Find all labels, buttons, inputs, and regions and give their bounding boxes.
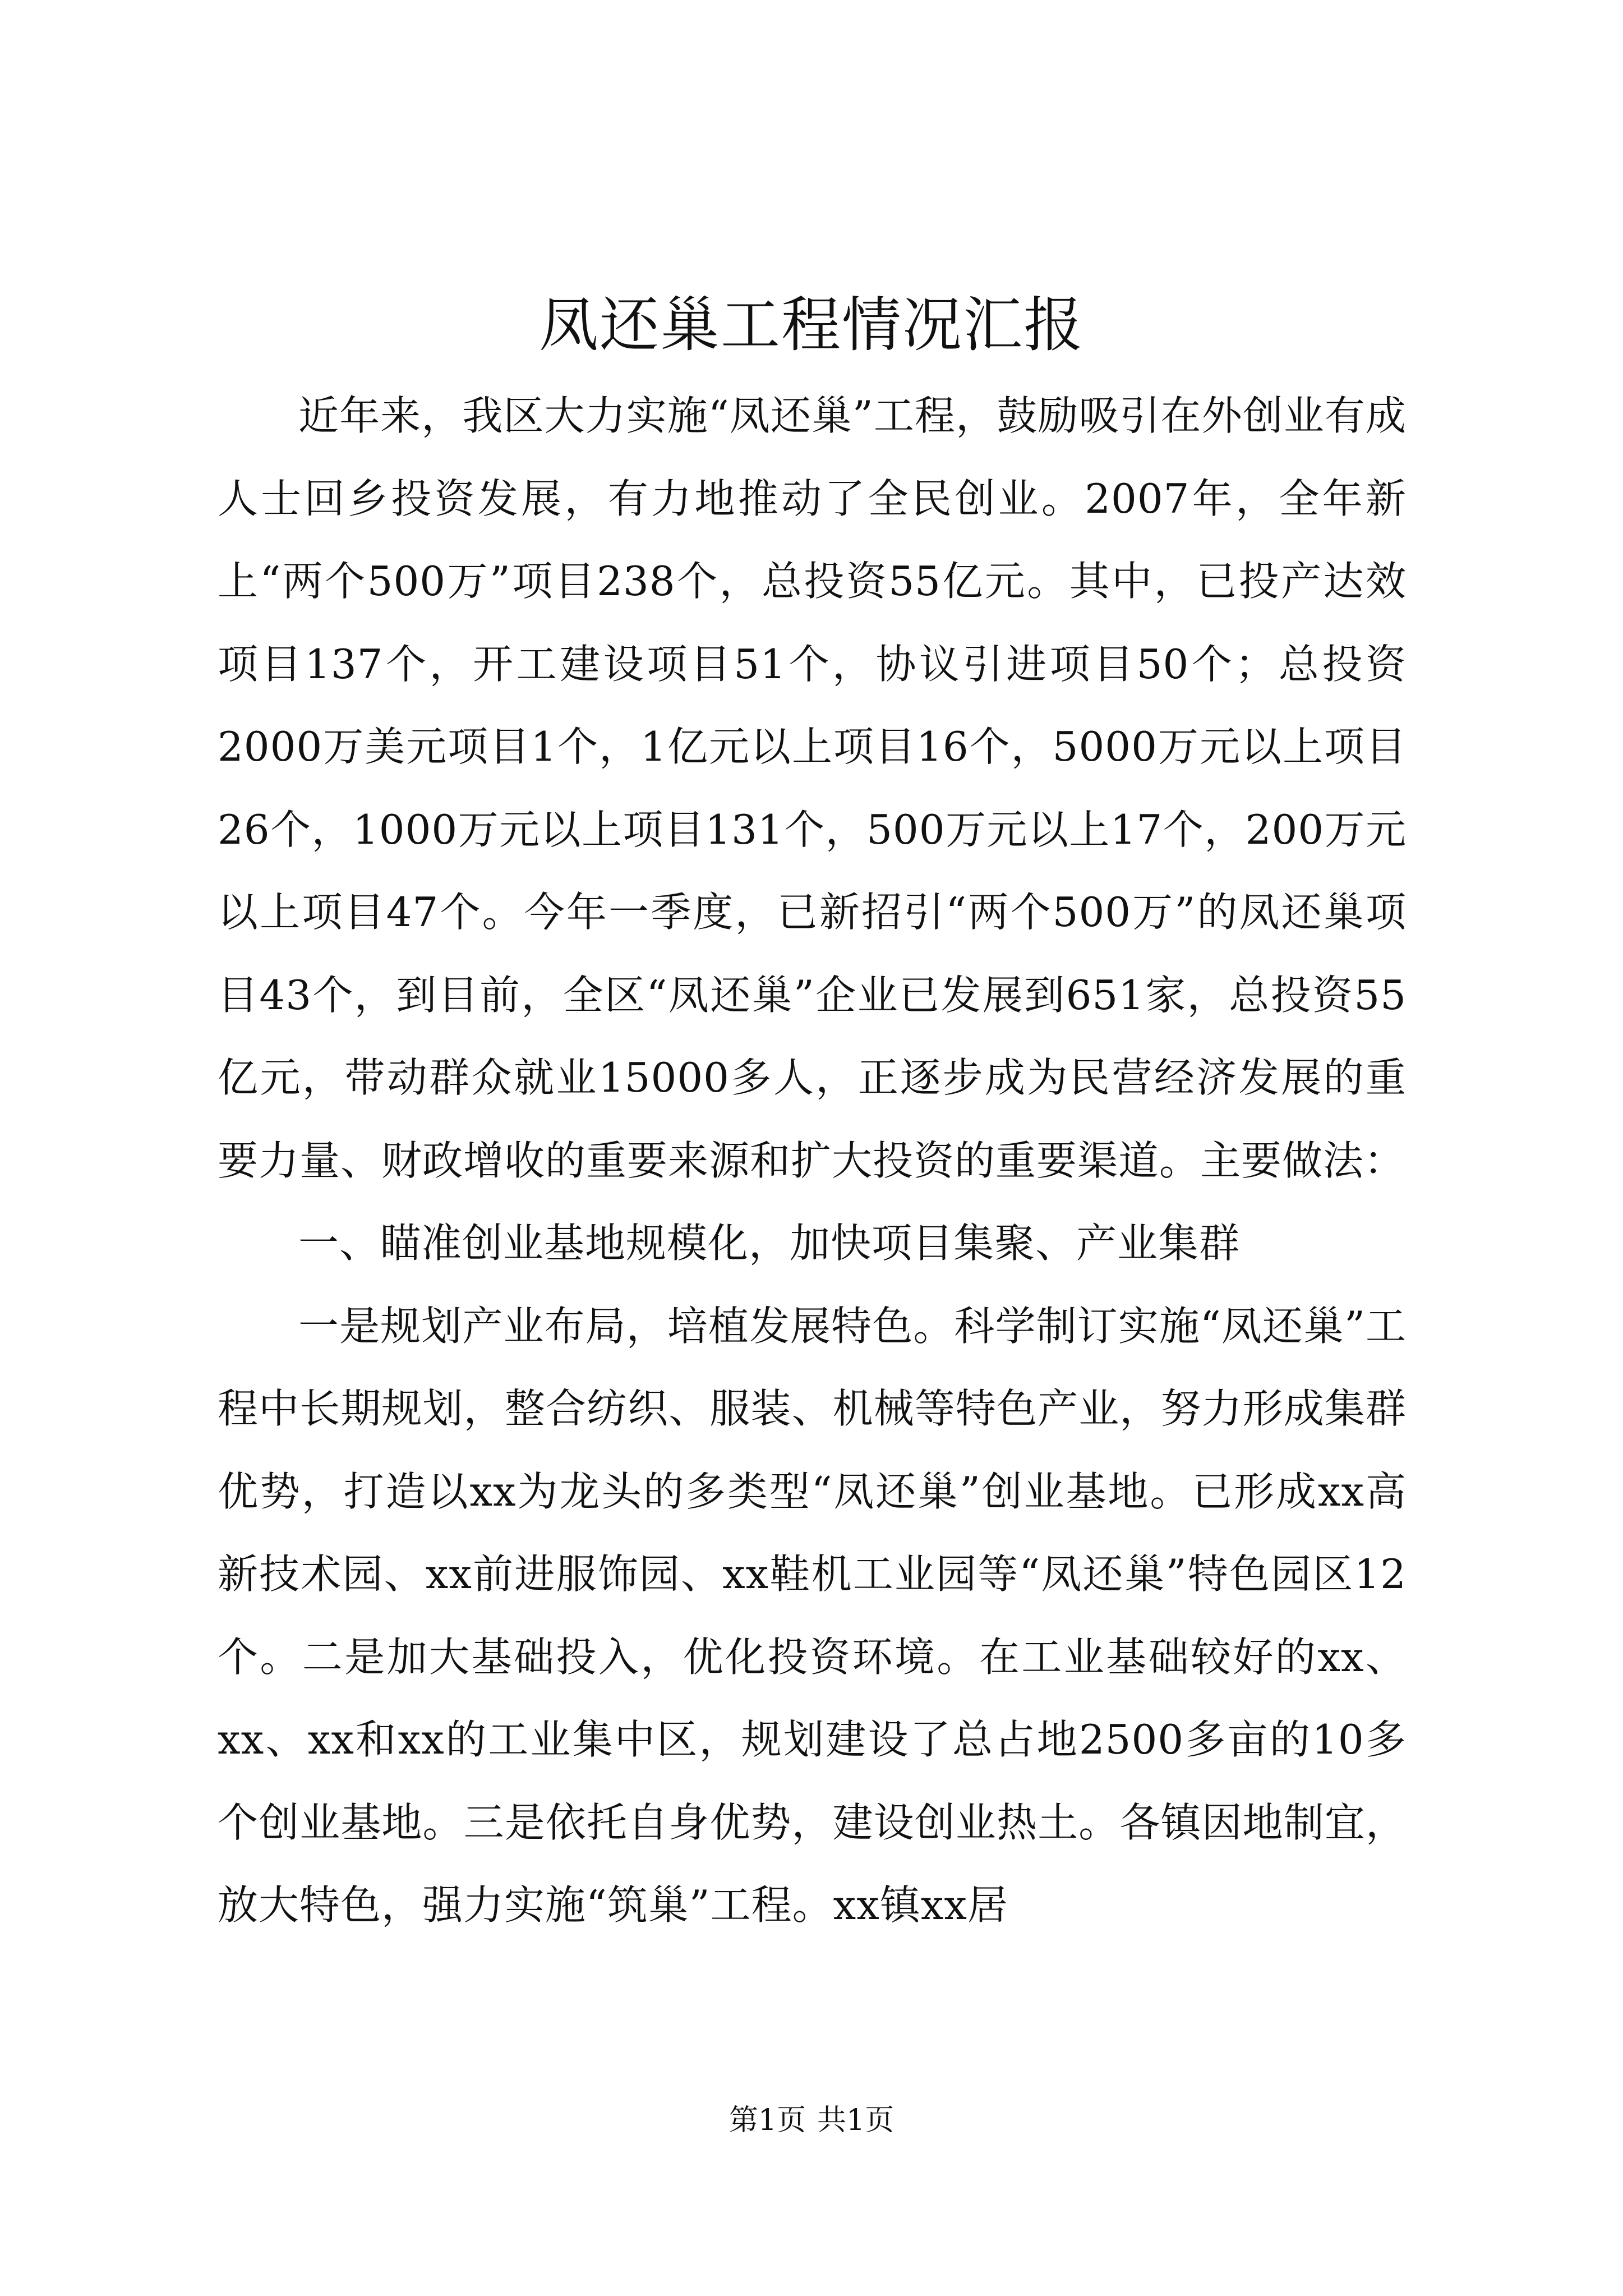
paragraph-measures: 一是规划产业布局，培植发展特色。科学制订实施“凤还巢”工程中长期规划，整合纺织、服装、机械等特色产业，努力形成集群优势，打造以xx为龙头的多类型“凤还巢”创业基地。已形成xx高新技术园、xx前进服饰园、xx鞋机工业园等“凤还巢”特色园区12个。二是加大基础投入，优化投资环境。在工业基础较好的xx、xx、xx和xx的工业集中区，规划建设了总占地2500多亩的10多个创业基地。三是依托自身优势，建设创业热土。各镇因地制宜，放大特色，强力实施“筑巢”工程。xx镇xx居 — [218, 1302, 1407, 1929]
paragraph-intro: 近年来，我区大力实施“凤还巢”工程，鼓励吸引在外创业有成人士回乡投资发展，有力地推动了全民创业。2007年，全年新上“两个500万”项目238个，总投资55亿元。其中，已投产达效项目137个，开工建设项目51个，协议引进项目50个；总投资2000万美元项目1个，1亿元以上项目16个，5000万元以上项目26个，1000万元以上项目131个，500万元以上17个，200万元以上项目47个。今年一季度，已新招引“两个500万”的凤还巢项目43个，到目前，全区“凤还巢”企业已发展到651家，总投资55亿元，带动群众就业15000多人，正逐步成为民营经济发展的重要力量、财政增收的重要来源和扩大投资的重要渠道。主要做法： — [218, 392, 1407, 1184]
page-footer — [0, 2101, 1623, 2140]
section-heading-1: 一、瞄准创业基地规模化，加快项目集聚、产业集群 — [298, 1220, 1241, 1267]
page-number: 第1页 — [728, 2104, 806, 2137]
document-body — [218, 375, 1407, 1947]
page-total: 共1页 — [817, 2104, 895, 2137]
page-title: 凤还巢工程情况汇报 — [539, 291, 1084, 360]
